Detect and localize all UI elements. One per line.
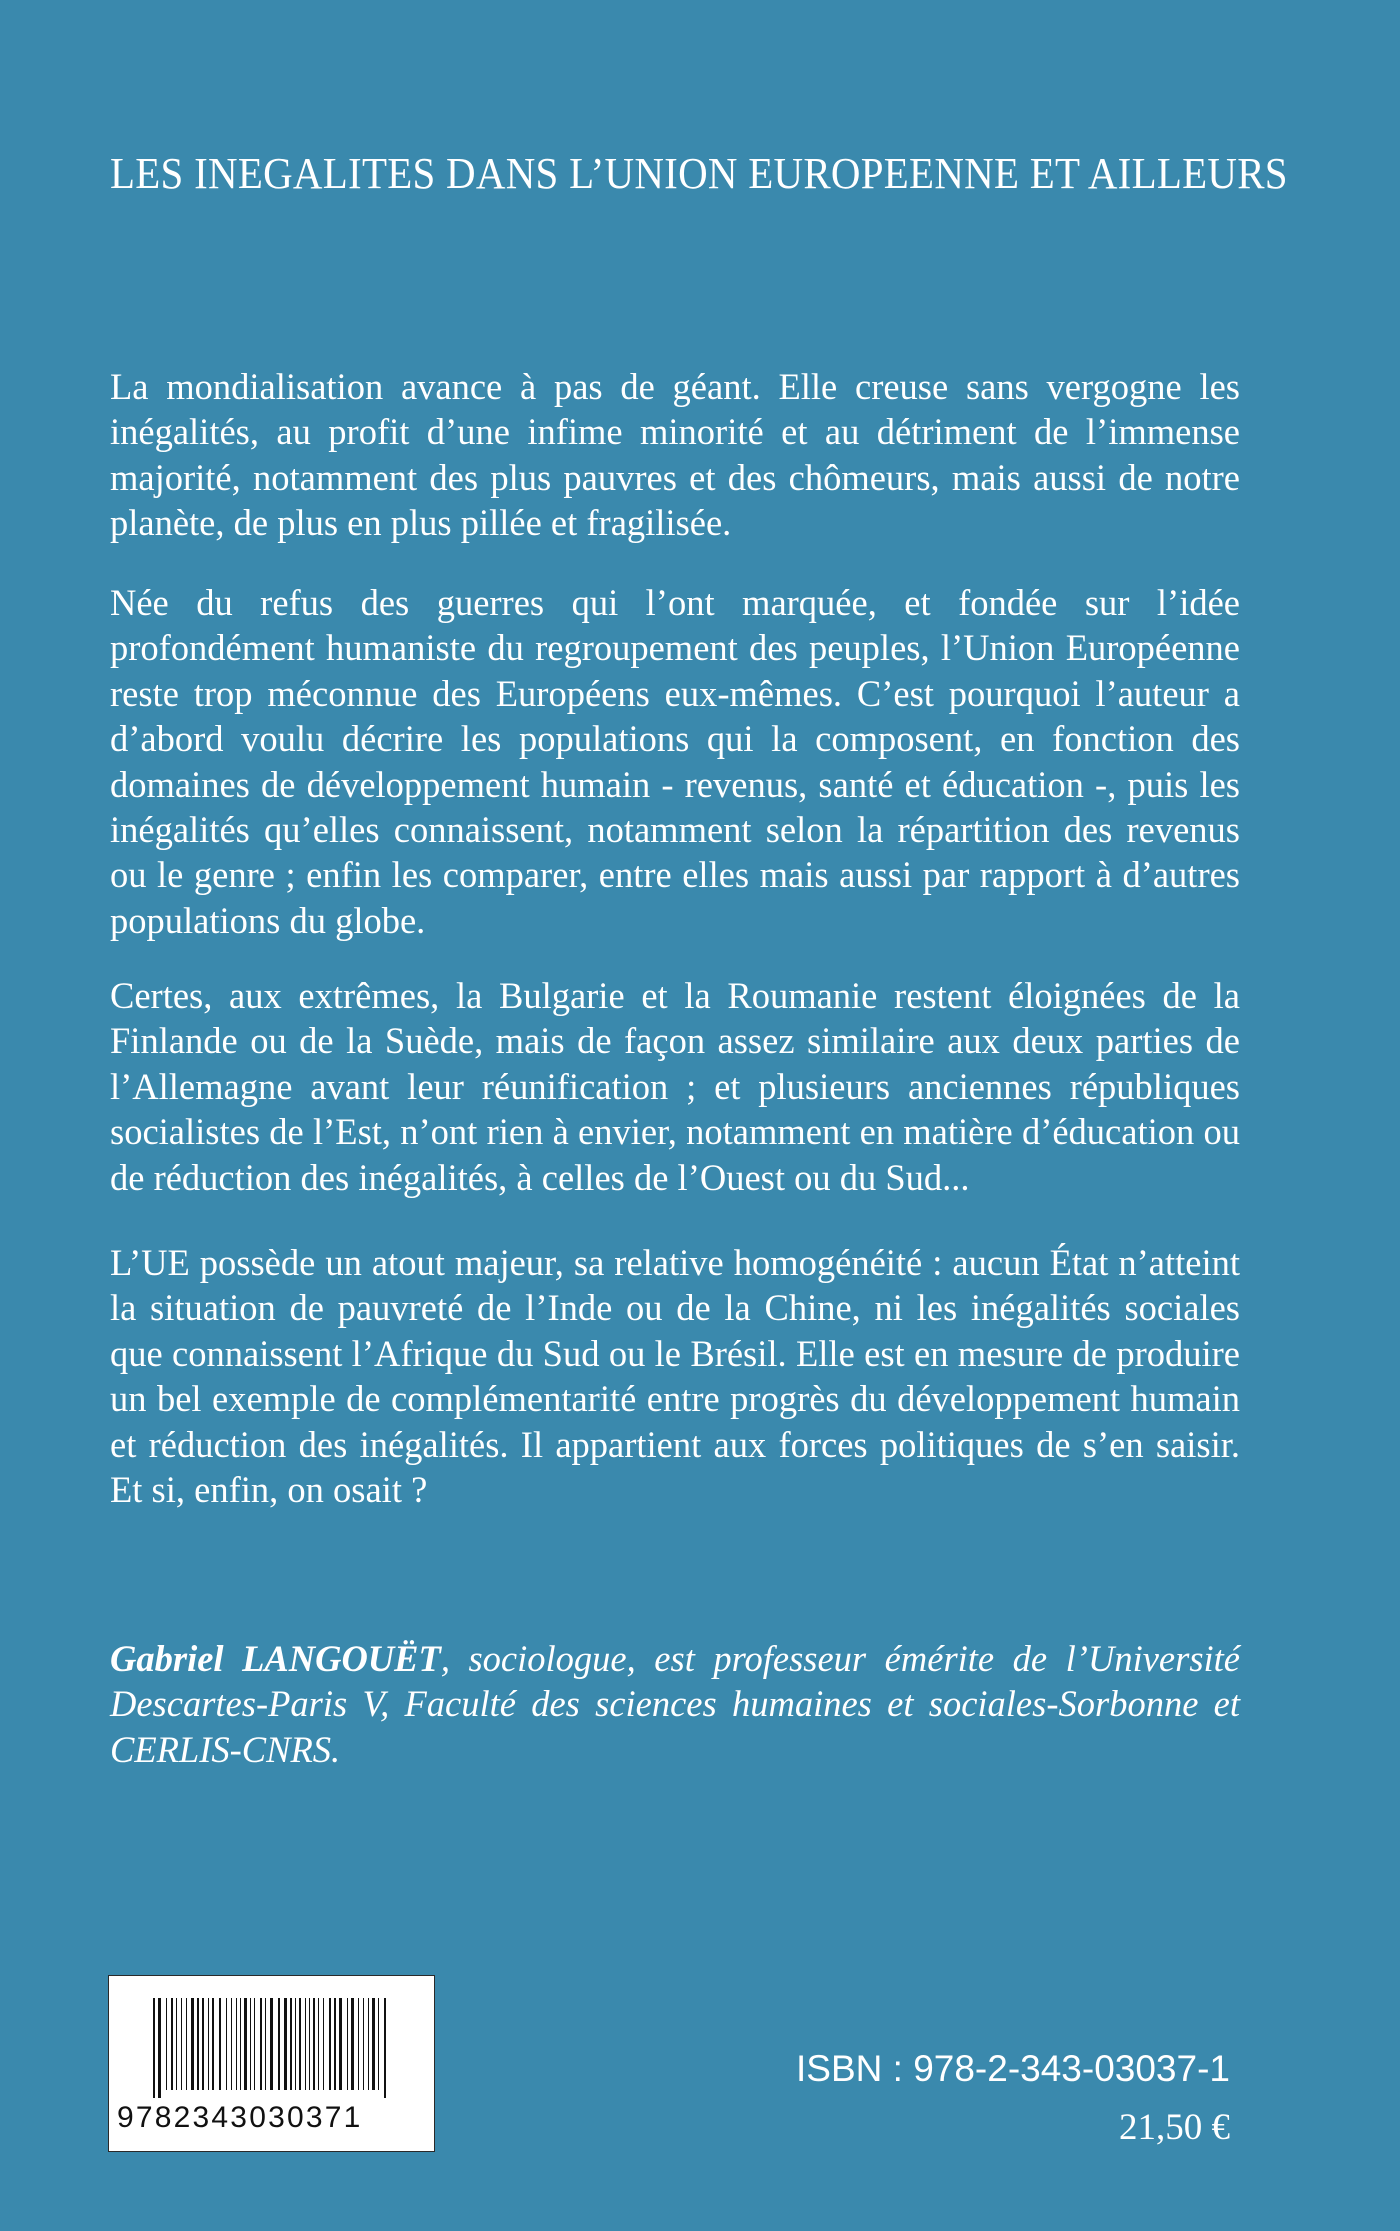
author-name: Gabriel LANGOUËT [110,1638,441,1679]
barcode-bar [368,1998,369,2090]
barcode-bar [299,1998,301,2090]
blurb-paragraph-4 [110,1240,1240,1512]
barcode-bar [378,1998,379,2090]
barcode-digits: 9782343030371 [117,2101,363,2134]
barcode-bar [197,1998,199,2090]
paragraph-text: Née du refus des guerres qui l’ont marquée, et fondée sur l’idée profondément humaniste du regroupement des peuples, l’Union Européenne reste trop méconnue des Européens eux-mêmes. C’est pourquoi l’auteur a d’abord voulu décrire les populations qui la composent, en fonction des domaines de développement humain - revenus, santé et éducation -, puis les inégalités qu’elles connaissent, notamment selon la répartition des revenus ou le genre ; enfin les comparer, entre elles mais aussi par rapport à d’autres populations du globe. [110,582,1240,941]
barcode-bar [250,1998,251,2090]
barcode-bar [313,1998,315,2090]
barcode-bar [290,1998,292,2090]
barcode-bar [171,1998,173,2090]
barcode-bar [334,1998,336,2090]
barcode-bar [372,1998,375,2090]
barcode-bar [176,1998,177,2090]
barcode-bar [323,1998,324,2090]
barcode-bar [153,1998,155,2098]
barcode-bar [166,1998,167,2090]
blurb-paragraph-3 [110,973,1240,1200]
barcode-bar [351,1998,354,2090]
barcode-bar [260,1998,262,2090]
price: 21,50 € [1119,2107,1230,2148]
barcode-bar [186,1998,187,2090]
barcode-bar [295,1998,296,2090]
isbn-number: ISBN : 978-2-343-03037-1 [796,2048,1230,2089]
book-title: LES INEGALITES DANS L’UNION EUROPEENNE ET AILLEURS [110,149,1288,198]
barcode-bar [158,1998,161,2098]
paragraph-text: La mondialisation avance à pas de géant. Elle creuse sans vergogne les inégalités, au profit d’une infime minorité et au détriment de l’immense majorité, notamment des plus pauvres et des chômeurs, mais aussi de notre planète, de plus en plus pillée et fragilisée. [110,366,1240,544]
barcode-bar [181,1998,182,2090]
barcode-bar [329,1998,331,2090]
barcode-bar [254,1998,255,2090]
barcode-bar [305,1998,306,2090]
barcode-bar [191,1998,194,2090]
blurb-paragraph-1 [110,364,1240,546]
barcode-bar [244,1998,247,2090]
barcode-bar [202,1998,204,2090]
blurb-paragraph-2 [110,580,1240,943]
barcode-bar [347,1998,348,2090]
barcode-bar [284,1998,287,2090]
paragraph-text: Certes, aux extrêmes, la Bulgarie et la Roumanie restent éloignées de la Finlande ou de la Suède, mais de façon assez similaire aux deux parties de l’Allemagne avant leur réunification ; et plusieurs anciennes républiques socialistes de l’Est, n’ont rien à envier, notamment en matière d’éducation ou de réduction des inégalités, à celles de l’Ouest ou du Sud... [110,975,1240,1198]
barcode-bar [208,1998,209,2090]
barcode-bar [212,1998,214,2090]
barcode-bar [219,1998,221,2090]
barcode-bar [309,1998,310,2090]
barcode-bar [358,1998,359,2090]
barcode-bar [318,1998,319,2090]
author-description: , sociologue, est professeur émérite de l’Université Descartes-Paris V, Faculté des sciences humaines et sociales-Sorbonne et CERLIS-CNRS. [110,1638,1241,1770]
barcode-bar [363,1998,364,2090]
barcode-bar [278,1998,280,2090]
barcode-bars [153,1998,393,2098]
barcode-bar [270,1998,273,2090]
barcode-bar [226,1998,227,2090]
paragraph-text: L’UE possède un atout majeur, sa relative homogénéité : aucun État n’atteint la situation de pauvreté de l’Inde ou de la Chine, ni les inégalités sociales que connaissent l’Afrique du Sud ou le Brésil. Elle est en mesure de produire un bel exemple de complémentarité entre progrès du développement humain et réduction des inégalités. Il appartient aux forces politiques de s’en saisir. Et si, enfin, on osait ? [110,1242,1240,1511]
barcode-bar [231,1998,232,2090]
barcode-bar [339,1998,342,2090]
barcode-bar [265,1998,266,2090]
barcode-bar [240,1998,241,2090]
barcode-bar [236,1998,237,2090]
barcode [108,1975,435,2152]
barcode-bar [384,1998,386,2098]
author-bio [110,1636,1240,1772]
